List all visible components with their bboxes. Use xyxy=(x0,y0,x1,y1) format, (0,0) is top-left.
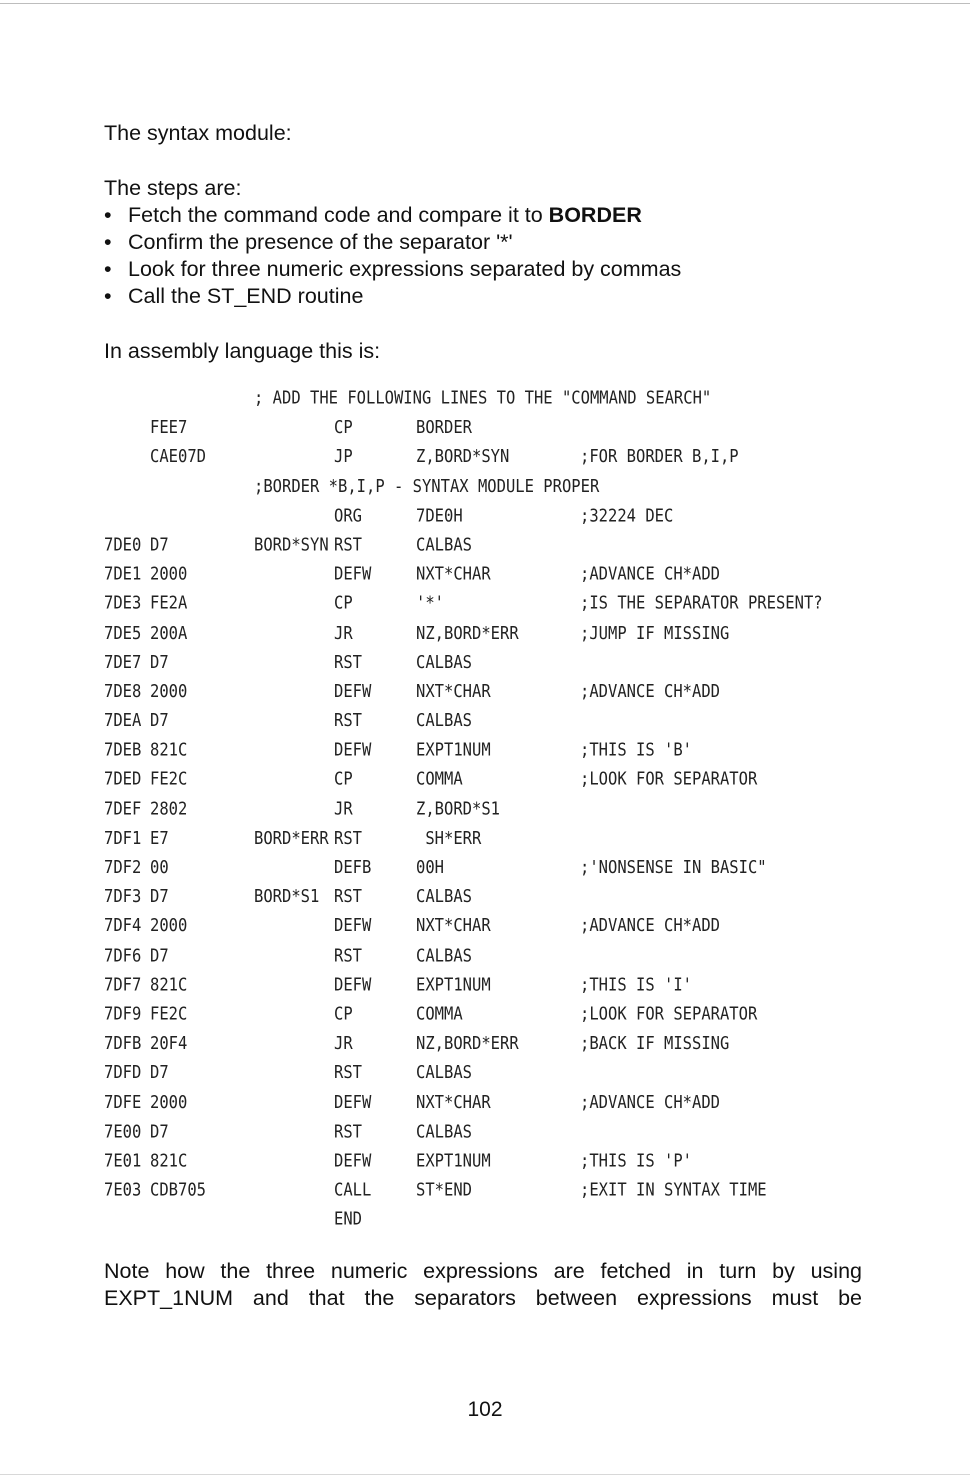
code-operand: NXT*CHAR xyxy=(416,1091,491,1113)
code-opcode: RST xyxy=(334,945,362,966)
code-comment: ;THIS IS 'P' xyxy=(580,1150,692,1171)
code-line xyxy=(104,1063,864,1092)
code-line xyxy=(104,593,864,622)
code-comment: ;ADVANCE CH*ADD xyxy=(580,1091,720,1113)
code-opcode: DEFB xyxy=(334,857,372,878)
code-operand: CALBAS xyxy=(416,534,472,555)
code-operand: CALBAS xyxy=(416,945,472,966)
code-opcode: RST xyxy=(334,827,362,849)
code-hex: D7 xyxy=(150,945,169,966)
note-line-2: EXPT_1NUM and that the separators between expressions must be xyxy=(104,1286,862,1310)
code-comment-line: ; ADD THE FOLLOWING LINES TO THE "COMMAND SEARCH" xyxy=(254,388,712,409)
code-opcode: RST xyxy=(334,1062,362,1083)
code-line xyxy=(104,857,864,886)
code-operand: COMMA xyxy=(416,769,463,790)
code-opcode: CP xyxy=(334,769,353,790)
code-hex: D7 xyxy=(150,534,169,555)
code-comment: ;BACK IF MISSING xyxy=(580,1033,730,1054)
code-line xyxy=(104,769,864,798)
code-line xyxy=(104,535,864,564)
code-address: 7DEB xyxy=(104,739,142,761)
code-line xyxy=(104,740,864,769)
code-address: 7DF9 xyxy=(104,1003,142,1025)
code-hex: CAE07D xyxy=(150,446,206,467)
code-address: 7E03 xyxy=(104,1179,142,1201)
code-opcode: RST xyxy=(334,534,362,555)
code-line xyxy=(104,564,864,593)
code-line xyxy=(104,711,864,740)
code-hex: E7 xyxy=(150,827,169,849)
code-operand: NXT*CHAR xyxy=(416,915,491,937)
code-address: 7DF7 xyxy=(104,974,142,995)
code-address: 7DEF xyxy=(104,798,142,819)
code-comment: ;JUMP IF MISSING xyxy=(580,622,730,643)
code-line xyxy=(104,1180,864,1209)
bottom-rule xyxy=(0,1474,970,1475)
code-hex: 200A xyxy=(150,622,188,643)
bullet-icon: • xyxy=(104,203,112,227)
code-opcode: JP xyxy=(334,446,353,467)
assembly-listing xyxy=(104,388,864,1239)
code-label: BORD*ERR xyxy=(254,827,329,849)
code-line xyxy=(104,505,864,534)
code-hex: CDB705 xyxy=(150,1179,206,1201)
code-operand: Z,BORD*S1 xyxy=(416,798,500,819)
top-rule xyxy=(0,3,970,4)
code-opcode: DEFW xyxy=(334,681,372,702)
code-operand: NZ,BORD*ERR xyxy=(416,622,519,643)
code-hex: 20F4 xyxy=(150,1033,188,1054)
code-opcode: CP xyxy=(334,1003,353,1025)
code-operand: SH*ERR xyxy=(416,827,482,849)
code-hex: D7 xyxy=(150,710,169,731)
code-hex: D7 xyxy=(150,886,169,907)
code-comment: ;THIS IS 'I' xyxy=(580,974,692,995)
code-opcode: CALL xyxy=(334,1179,372,1201)
code-operand: NXT*CHAR xyxy=(416,563,491,585)
code-operand: CALBAS xyxy=(416,1121,472,1142)
code-line xyxy=(104,388,864,417)
code-opcode: RST xyxy=(334,651,362,673)
code-hex: D7 xyxy=(150,651,169,673)
code-opcode: RST xyxy=(334,1121,362,1142)
code-hex: FE2C xyxy=(150,1003,188,1025)
code-address: 7DE5 xyxy=(104,622,142,643)
code-operand: CALBAS xyxy=(416,710,472,731)
code-opcode: DEFW xyxy=(334,563,372,585)
code-opcode: CP xyxy=(334,417,353,438)
list-item: • Look for three numeric expressions separated by commas xyxy=(104,257,682,281)
code-line xyxy=(104,887,864,916)
code-address: 7DF2 xyxy=(104,857,142,878)
code-opcode: DEFW xyxy=(334,739,372,761)
code-address: 7E01 xyxy=(104,1150,142,1171)
code-hex: FE2C xyxy=(150,769,188,790)
code-label: BORD*SYN xyxy=(254,534,329,555)
code-operand: CALBAS xyxy=(416,1062,472,1083)
code-opcode: ORG xyxy=(334,505,362,526)
code-operand: 7DE0H xyxy=(416,505,463,526)
code-address: 7DFE xyxy=(104,1091,142,1113)
steps-intro: The steps are: xyxy=(104,176,242,200)
code-operand: BORDER xyxy=(416,417,472,438)
code-comment: ;32224 DEC xyxy=(580,505,674,526)
bullet-icon: • xyxy=(104,284,112,308)
note-line-1: Note how the three numeric expressions are fetched in turn by using xyxy=(104,1259,862,1283)
code-hex: 821C xyxy=(150,1150,188,1171)
code-address: 7DFD xyxy=(104,1062,142,1083)
code-opcode: JR xyxy=(334,622,353,643)
code-hex: 00 xyxy=(150,857,169,878)
code-opcode: CP xyxy=(334,593,353,614)
list-item: • Fetch the command code and compare it to BORDER xyxy=(104,203,642,227)
code-operand: ST*END xyxy=(416,1179,472,1201)
code-line xyxy=(104,945,864,974)
code-hex: FE2A xyxy=(150,593,188,614)
code-hex: 821C xyxy=(150,739,188,761)
code-operand: 00H xyxy=(416,857,444,878)
code-comment-line: ;BORDER *B,I,P - SYNTAX MODULE PROPER xyxy=(254,475,600,497)
list-item: • Confirm the presence of the separator '*' xyxy=(104,230,513,254)
code-comment: ;ADVANCE CH*ADD xyxy=(580,563,720,585)
code-opcode: RST xyxy=(334,710,362,731)
code-comment: ;IS THE SEPARATOR PRESENT? xyxy=(580,593,823,614)
code-operand: EXPT1NUM xyxy=(416,739,491,761)
code-comment: ;LOOK FOR SEPARATOR xyxy=(580,769,758,790)
page-number: 102 xyxy=(467,1398,503,1421)
code-opcode: RST xyxy=(334,886,362,907)
code-line xyxy=(104,417,864,446)
code-hex: 2000 xyxy=(150,1091,188,1113)
code-operand: COMMA xyxy=(416,1003,463,1025)
code-opcode: DEFW xyxy=(334,974,372,995)
code-address: 7DF6 xyxy=(104,945,142,966)
code-address: 7DED xyxy=(104,769,142,790)
section-heading: The syntax module: xyxy=(104,121,292,145)
code-address: 7DE3 xyxy=(104,593,142,614)
code-opcode: DEFW xyxy=(334,1150,372,1171)
code-address: 7DE1 xyxy=(104,563,142,585)
code-line xyxy=(104,681,864,710)
code-operand: CALBAS xyxy=(416,651,472,673)
code-comment: ;ADVANCE CH*ADD xyxy=(580,681,720,702)
code-operand: EXPT1NUM xyxy=(416,1150,491,1171)
code-line xyxy=(104,623,864,652)
code-address: 7DF3 xyxy=(104,886,142,907)
bullet-icon: • xyxy=(104,257,112,281)
list-item: • Call the ST_END routine xyxy=(104,284,364,308)
code-line xyxy=(104,1092,864,1121)
code-address: 7DE7 xyxy=(104,651,142,673)
code-address: 7E00 xyxy=(104,1121,142,1142)
code-address: 7DEA xyxy=(104,710,142,731)
code-line xyxy=(104,916,864,945)
code-hex: D7 xyxy=(150,1121,169,1142)
code-line xyxy=(104,476,864,505)
code-operand: NXT*CHAR xyxy=(416,681,491,702)
code-address: 7DF4 xyxy=(104,915,142,937)
assembly-intro: In assembly language this is: xyxy=(104,339,381,363)
bullet-icon: • xyxy=(104,230,112,254)
code-comment: ;LOOK FOR SEPARATOR xyxy=(580,1003,758,1025)
code-line xyxy=(104,652,864,681)
code-hex: FEE7 xyxy=(150,417,188,438)
code-comment: ;ADVANCE CH*ADD xyxy=(580,915,720,937)
code-line xyxy=(104,1121,864,1150)
code-line xyxy=(104,828,864,857)
code-line xyxy=(104,1033,864,1062)
code-operand: Z,BORD*SYN xyxy=(416,446,510,467)
code-address: 7DE0 xyxy=(104,534,142,555)
code-comment: ;'NONSENSE IN BASIC" xyxy=(580,857,767,878)
code-hex: 821C xyxy=(150,974,188,995)
code-hex: 2000 xyxy=(150,681,188,702)
code-operand: EXPT1NUM xyxy=(416,974,491,995)
code-comment: ;FOR BORDER B,I,P xyxy=(580,446,739,467)
code-operand: NZ,BORD*ERR xyxy=(416,1033,519,1054)
code-opcode: JR xyxy=(334,798,353,819)
code-opcode: END xyxy=(334,1209,362,1230)
code-line xyxy=(104,1151,864,1180)
code-operand: '*' xyxy=(416,593,444,614)
code-hex: 2802 xyxy=(150,798,188,819)
code-address: 7DF1 xyxy=(104,827,142,849)
code-line xyxy=(104,1004,864,1033)
code-label: BORD*S1 xyxy=(254,886,320,907)
code-line xyxy=(104,975,864,1004)
code-comment: ;EXIT IN SYNTAX TIME xyxy=(580,1179,767,1201)
code-line xyxy=(104,1209,864,1238)
code-address: 7DE8 xyxy=(104,681,142,702)
code-comment: ;THIS IS 'B' xyxy=(580,739,692,761)
code-opcode: DEFW xyxy=(334,1091,372,1113)
code-opcode: JR xyxy=(334,1033,353,1054)
code-opcode: DEFW xyxy=(334,915,372,937)
code-hex: 2000 xyxy=(150,915,188,937)
code-line xyxy=(104,447,864,476)
steps-list xyxy=(104,202,864,310)
code-hex: 2000 xyxy=(150,563,188,585)
code-hex: D7 xyxy=(150,1062,169,1083)
code-operand: CALBAS xyxy=(416,886,472,907)
code-line xyxy=(104,799,864,828)
code-address: 7DFB xyxy=(104,1033,142,1054)
